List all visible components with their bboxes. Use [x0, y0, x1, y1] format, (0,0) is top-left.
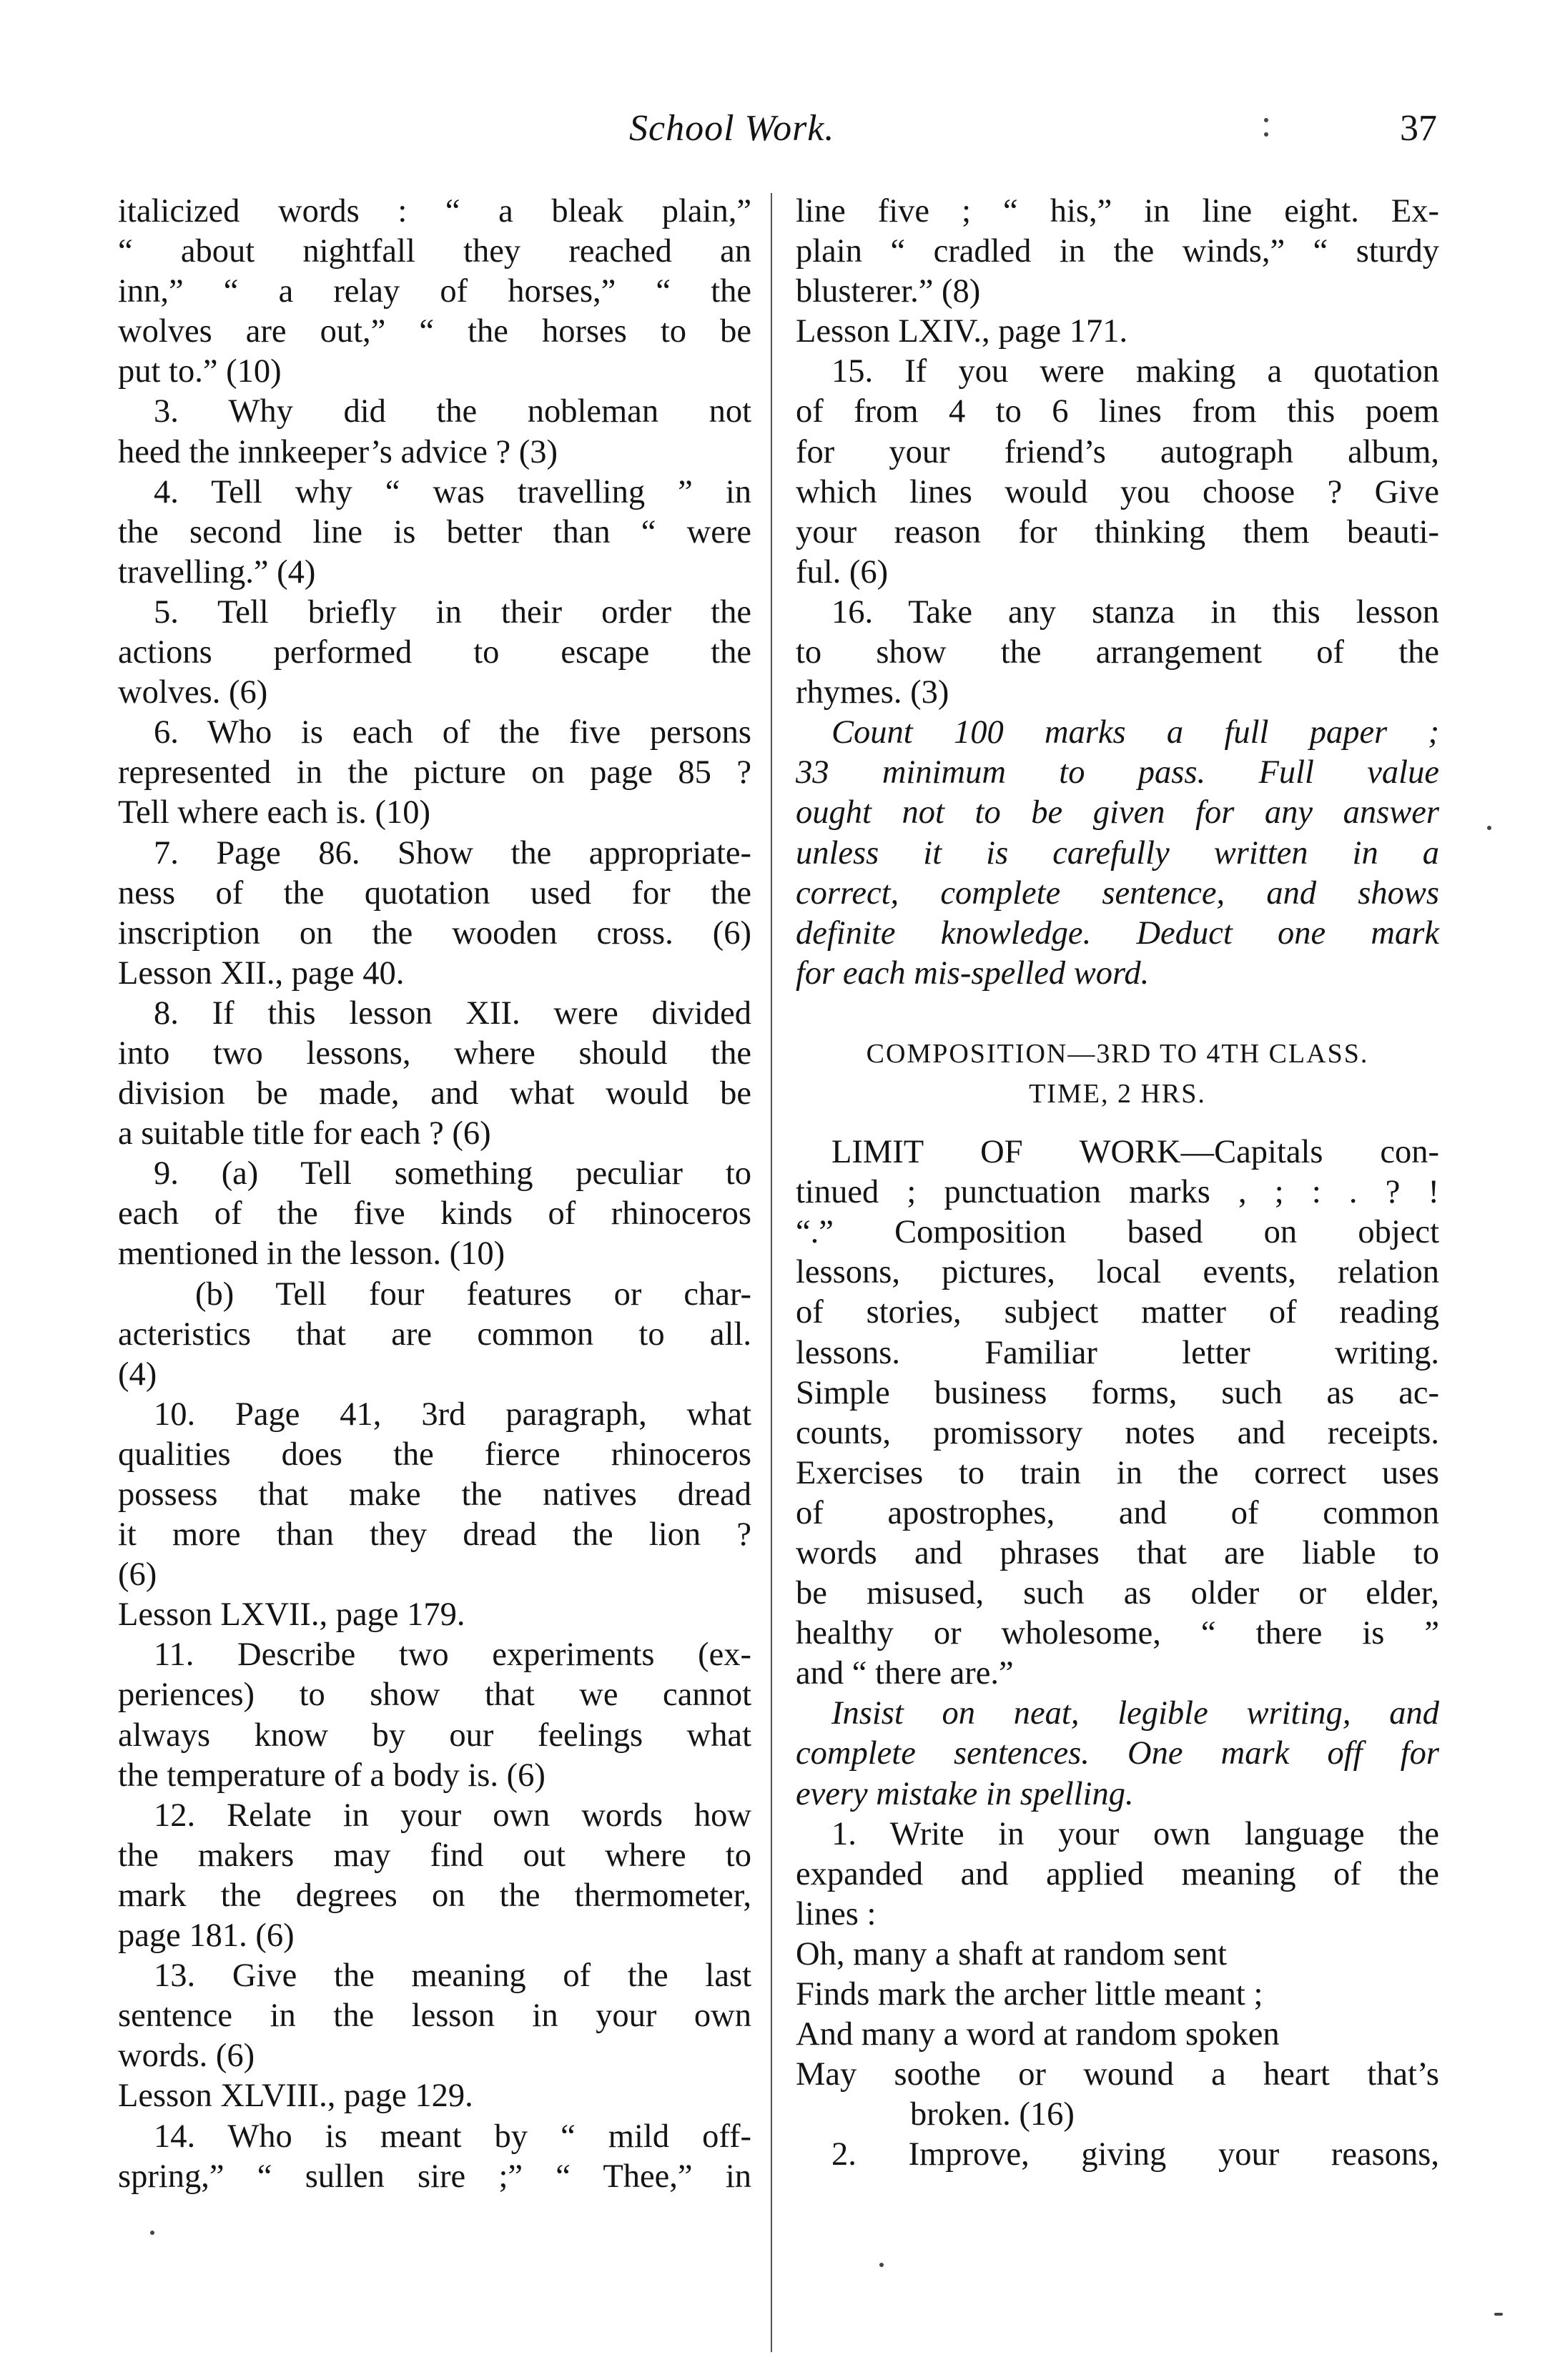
spacer	[796, 1114, 1439, 1132]
text-line: each of the five kinds of rhinoceros	[118, 1195, 751, 1233]
text-line: 16. Take any stanza in this lesson	[831, 593, 1439, 631]
text-line: mark the degrees on the thermometer,	[118, 1877, 751, 1914]
text-line: 3. Why did the nobleman not	[154, 393, 751, 430]
lesson-heading: Lesson LXIV., page 171.	[796, 313, 1128, 350]
text-line: line five ; “ his,” in line eight. Ex-	[796, 193, 1439, 229]
text-line: lines :	[796, 1895, 877, 1932]
text-line: mentioned in the lesson. (10)	[118, 1235, 505, 1273]
text-line: acteristics that are common to all.	[118, 1315, 751, 1353]
spacer	[796, 994, 1439, 1034]
text-line: lessons. Familiar letter writing.	[796, 1334, 1439, 1371]
scan-speck	[1487, 826, 1491, 830]
scan-speck	[1264, 118, 1268, 122]
poem-line: Finds mark the archer little meant ;	[796, 1976, 1263, 2013]
text-line: heed the innkeeper’s advice ? (3)	[118, 433, 558, 470]
text-line: tinued ; punctuation marks , ; : . ? !	[796, 1174, 1439, 1211]
lesson-heading: Lesson LXVII., page 179.	[118, 1596, 465, 1634]
right-column	[796, 192, 1439, 2176]
text-line: wolves are out,” “ the horses to be	[118, 313, 751, 350]
text-line: rhymes. (3)	[796, 674, 949, 711]
text-line: Lesson XII., page 40.	[118, 954, 405, 992]
text-line: put to.” (10)	[118, 353, 282, 390]
text-line: counts, promissory notes and receipts.	[796, 1414, 1439, 1451]
text-line: (b) Tell four features or char-	[195, 1275, 751, 1313]
text-line: which lines would you choose ? Give	[796, 473, 1439, 510]
text-line: periences) to show that we cannot	[118, 1677, 751, 1714]
note-line: unless it is carefully written in a	[796, 834, 1439, 871]
poem-line: May soothe or wound a heart that’s	[796, 2056, 1439, 2093]
text-line: of apostrophes, and of common	[796, 1494, 1439, 1531]
text-line: 2. Improve, giving your reasons,	[831, 2136, 1439, 2173]
text-line: Simple business forms, such as ac-	[796, 1374, 1439, 1411]
scan-speck	[879, 2263, 884, 2267]
text-line: possess that make the natives dread	[118, 1476, 751, 1513]
poem-line: broken. (16)	[910, 2096, 1075, 2133]
text-line: 12. Relate in your own words how	[154, 1797, 751, 1834]
text-line: qualities does the fierce rhinoceros	[118, 1436, 751, 1473]
running-title: School Work.	[629, 108, 835, 149]
left-column	[118, 192, 751, 2197]
text-line: 15. If you were making a quotation	[831, 353, 1439, 390]
note-line: correct, complete sentence, and shows	[796, 874, 1439, 912]
text-line: 11. Describe two experiments (ex-	[154, 1636, 751, 1674]
note-line: 33 minimum to pass. Full value	[796, 754, 1439, 791]
text-line: lessons, pictures, local events, relation	[796, 1254, 1439, 1291]
text-line: actions performed to escape the	[118, 634, 751, 671]
text-line: (4)	[118, 1356, 157, 1393]
text-line: (6)	[118, 1556, 157, 1594]
text-line: ful. (6)	[796, 553, 889, 591]
text-line: page 181. (6)	[118, 1917, 295, 1955]
text-line: 7. Page 86. Show the appropriate-	[154, 834, 751, 871]
text-line: a suitable title for each ? (6)	[118, 1115, 491, 1152]
note-line: Count 100 marks a full paper ;	[831, 714, 1439, 751]
text-line: 8. If this lesson XII. were divided	[154, 994, 751, 1032]
text-line: the temperature of a body is. (6)	[118, 1757, 546, 1794]
text-line: represented in the picture on page 85 ?	[118, 754, 751, 791]
text-line: Tell where each is. (10)	[118, 794, 431, 831]
text-line: italicized words : “ a bleak plain,”	[118, 193, 751, 229]
text-line: for your friend’s autograph album,	[796, 433, 1439, 470]
text-line: division be made, and what would be	[118, 1075, 751, 1112]
text-line: plain “ cradled in the winds,” “ sturdy	[796, 233, 1439, 270]
text-line: 13. Give the meaning of the last	[154, 1957, 751, 1995]
section-subheading: TIME, 2 HRS.	[1029, 1078, 1206, 1109]
text-line: it more than they dread the lion ?	[118, 1516, 751, 1554]
text-line: sentence in the lesson in your own	[118, 1998, 751, 2035]
text-line: Exercises to train in the correct uses	[796, 1454, 1439, 1491]
note-line: ought not to be given for any answer	[796, 794, 1439, 831]
text-line: the second line is better than “ were	[118, 513, 751, 550]
text-line: expanded and applied meaning of the	[796, 1855, 1439, 1892]
text-line: ness of the quotation used for the	[118, 874, 751, 912]
text-line: of stories, subject matter of reading	[796, 1294, 1439, 1331]
text-line: words. (6)	[118, 2038, 255, 2075]
note-line: definite knowledge. Deduct one mark	[796, 914, 1439, 952]
note-line: Insist on neat, legible writing, and	[831, 1695, 1439, 1732]
text-line: healthy or wholesome, “ there is ”	[796, 1615, 1439, 1652]
note-line: every mistake in spelling.	[796, 1775, 1134, 1812]
text-line: 5. Tell briefly in their order the	[154, 593, 751, 631]
text-line: 14. Who is meant by “ mild off-	[154, 2118, 751, 2155]
poem-line: Oh, many a shaft at random sent	[796, 1935, 1228, 1972]
note-line: complete sentences. One mark off for	[796, 1735, 1439, 1772]
text-line: wolves. (6)	[118, 674, 268, 711]
text-line: 1. Write in your own language the	[831, 1815, 1439, 1852]
text-line: “.” Composition based on object	[796, 1214, 1439, 1251]
text-line: 4. Tell why “ was travelling ” in	[154, 473, 751, 510]
text-line: the makers may find out where to	[118, 1837, 751, 1874]
text-line: “ about nightfall they reached an	[118, 233, 751, 270]
text-line: 9. (a) Tell something peculiar to	[154, 1155, 751, 1193]
text-line: words and phrases that are liable to	[796, 1535, 1439, 1571]
column-divider	[771, 193, 772, 2352]
scan-speck	[150, 2231, 154, 2235]
text-line: be misused, such as older or elder,	[796, 1575, 1439, 1612]
text-line: inscription on the wooden cross. (6)	[118, 914, 751, 952]
text-line: LIMIT OF WORK—Capitals con-	[831, 1134, 1439, 1171]
poem-line: And many a word at random spoken	[796, 2016, 1280, 2053]
text-line: travelling.” (4)	[118, 553, 316, 591]
text-line: spring,” “ sullen sire ;” “ Thee,” in	[118, 2158, 751, 2195]
lesson-heading: Lesson XLVIII., page 129.	[118, 2078, 473, 2115]
text-line: to show the arrangement of the	[796, 634, 1439, 671]
text-line: 6. Who is each of the five persons	[154, 714, 751, 751]
section-heading: COMPOSITION—3RD TO 4TH CLASS.	[866, 1038, 1369, 1069]
text-line: and “ there are.”	[796, 1655, 1014, 1692]
text-line: always know by our feelings what	[118, 1717, 751, 1754]
text-line: inn,” “ a relay of horses,” “ the	[118, 273, 751, 310]
page-number: 37	[1400, 108, 1437, 149]
text-line: blusterer.” (8)	[796, 273, 981, 310]
text-line: your reason for thinking them beauti-	[796, 513, 1439, 550]
scan-speck	[1494, 2313, 1503, 2316]
text-line: of from 4 to 6 lines from this poem	[796, 393, 1439, 430]
text-line: into two lessons, where should the	[118, 1035, 751, 1072]
note-line: for each mis-spelled word.	[796, 954, 1150, 992]
scan-speck	[1264, 132, 1268, 137]
text-line: 10. Page 41, 3rd paragraph, what	[154, 1396, 751, 1433]
